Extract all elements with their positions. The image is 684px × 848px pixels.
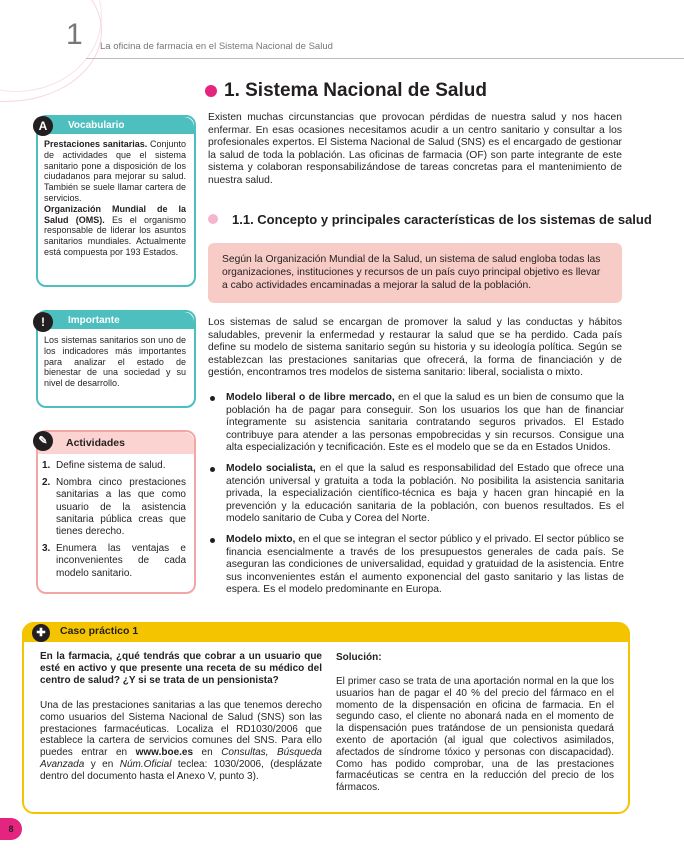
boe-link: www.boe.es <box>135 747 194 759</box>
model-text: en el que la salud es responsabilidad del Estado que ofrece una atención universal y gratuita a toda la población. No posibilita la asistencia sanitaria privada, la especialización científico-técnica es baja y hacen gran hincapié en la prevención y la educación sanitaria de la población, con buenos resultados. Es el modelo sanitario de Cuba y Corea del Norte. <box>226 462 624 525</box>
important-box <box>36 310 196 408</box>
activities-list <box>38 454 194 580</box>
page-number: 8 <box>0 818 22 840</box>
activity-number: 2. <box>42 477 51 489</box>
section-intro: Existen muchas circunstancias que provocan pérdidas de nuestra salud y nos hacen enfermar. En esas ocasiones necesitamos acudir a un centro sanitario y consultar a los profesionales expertos. El Sistema Nacional de Salud (SNS) es el encargado de gestionar la salud de toda la población. Las oficinas de farmacia (OF) son parte integrante de este sistema y colaboran responsabilizándose de tareas concretas para el mantenimiento de nuestra salud. <box>208 112 622 186</box>
case-question: En la farmacia, ¿qué tendrás que cobrar a un usuario que esté en activo y que presente una receta de su médico del centro de salud? ¿Y si se trata de un pensionista? <box>40 651 322 686</box>
activity-text: Define sistema de salud. <box>56 460 166 471</box>
case-text: y en <box>84 758 120 770</box>
case-study-title: Caso práctico 1 <box>60 625 139 637</box>
case-text: en <box>193 747 222 759</box>
pencil-icon: ✎ <box>33 431 53 451</box>
running-title: La oficina de farmacia en el Sistema Nacional de Salud <box>100 41 333 52</box>
vocabulary-box <box>36 115 196 287</box>
model-term: Modelo liberal o de libre mercado, <box>226 392 395 403</box>
case-left-text <box>40 700 322 783</box>
header-rule <box>86 58 684 59</box>
vocab-definition: Conjunto de actividades que el sistema sanitario pone a disposición de los ciudadanos para mejorar su salud. También se suele llamar cartera de servicios. <box>44 139 186 203</box>
list-item <box>42 543 186 580</box>
list-item <box>208 534 624 597</box>
activity-number: 1. <box>42 460 51 471</box>
model-term: Modelo socialista, <box>226 462 316 474</box>
model-text: en el que la salud es un bien de consumo que la población ha de pagar para conseguir. Son los usuarios los que han de financiar íntegramente su asistencia sanitaria contratando seguros privados. El Estado contribuye para atender a las personas empobrecidas y sin recursos. Consigue una alta especialización y tecnificación. Este es el modelo que se da en Estados Unidos. <box>226 392 624 454</box>
list-item <box>208 463 624 526</box>
solution-label: Solución: <box>336 652 382 663</box>
vocab-term: Organización Mundial de la Salud (OMS). <box>44 203 186 225</box>
systems-paragraph: Los sistemas de salud se encargan de promover la salud y las conductas y hábitos saludables, prevenir la enfermedad y restaurar la salud que se ha perdido. Cada país define su modelo de sistema sanitario según su historia y su ideología política. Según se establezcan las prestaciones sanitarias que ofrecerá, la forma de financiación y de gestión, encontramos tres modelos de sistema sanitario: liberal, socialista o mixto. <box>208 317 622 379</box>
subsection-bullet-icon <box>208 214 218 224</box>
solution-text: El primer caso se trata de una aportación normal en la que los usuarios han de pagar el 40 % del precio del fármaco en el momento de la dispensación en oficina de farmacia. En el segundo caso, el cliente no abonará nada en el momento de la dispensación pues tratándose de un pensionista quedará exento de aportación (al igual que colectivos asimilados, afectados de síndrome tóxico y personas con discapacidad). Como has podido comprobar, una de las prestaciones farmacéuticas se centra en la reducción del precio de los fármacos. <box>336 676 614 794</box>
list-item <box>208 392 624 455</box>
model-term: Modelo mixto, <box>226 533 296 545</box>
case-emphasis: Núm.Oficial <box>119 758 172 770</box>
activity-text: Nombra cinco prestaciones sanitarias a las que como usuario de la asistencia sanitaria pública creas que tienes derecho. <box>56 477 186 538</box>
models-list <box>208 392 624 605</box>
subsection-title: 1.1. Concepto y principales características de los sistemas de salud <box>232 212 652 227</box>
case-text: Una de las prestaciones sanitarias a las que tenemos derecho como usuarios del Sistema Nacional de Salud (SNS) son las prestaciones farmacéuticas. Localiza el RD1030/2006 que establece la cartera de servicios comunes del SNS. Para ello puedes entrar en <box>40 700 322 759</box>
important-icon: ! <box>33 312 53 332</box>
activity-text: Enumera las ventajas e inconvenientes de cada modelo sanitario. <box>56 543 186 579</box>
list-item <box>42 460 186 472</box>
important-text: Los sistemas sanitarios son uno de los indicadores más importantes para analizar el estado de bienestar de una sociedad y su nivel de desarrollo. <box>44 335 186 389</box>
chapter-number: 1 <box>66 18 83 51</box>
definition-box <box>208 243 622 303</box>
corner-decoration <box>0 0 102 92</box>
case-emphasis: Consultas, Búsqueda Avanzada <box>40 747 322 770</box>
vocabulary-title: Vocabulario <box>38 117 194 134</box>
activity-number: 3. <box>42 543 51 555</box>
vocab-term: Prestaciones sanitarias. <box>44 139 148 149</box>
important-title: Importante <box>38 312 194 329</box>
list-item <box>42 477 186 538</box>
vocab-definition: Es el organismo responsable de liderar los asuntos sanitarios mundiales. Actualmente está compuesta por 193 Estados. <box>44 214 187 257</box>
model-text: en el que se integran el sector público y el privado. El sector público se financia esencialmente a través de los presupuestos generales de cada país. Se aseguran las condiciones de universalidad, equidad y gratuidad de la asistencia. Entre sus inconvenientes están el aumento exponencial del gasto sanitario y las listas de espera. Es el modelo predominante en Europa. <box>226 533 625 596</box>
section-title: 1. Sistema Nacional de Salud <box>224 80 487 101</box>
puzzle-icon: ✚ <box>32 624 50 642</box>
vocabulary-body <box>38 134 194 258</box>
definition-text: Según la Organización Mundial de la Salud, un sistema de salud engloba todas las organizaciones, instituciones y recursos de un país cuyo principal objetivo es llevar a cabo actividades encaminadas a mejorar la salud de la población. <box>222 254 601 291</box>
case-text: teclea: 1030/2006, (desplázate dentro del documento hasta el Anexo V, punto 3). <box>40 758 322 782</box>
section-bullet-icon <box>205 85 217 97</box>
vocabulary-icon: A <box>33 116 53 136</box>
activities-box <box>36 430 196 594</box>
activities-title: Actividades <box>38 432 194 454</box>
